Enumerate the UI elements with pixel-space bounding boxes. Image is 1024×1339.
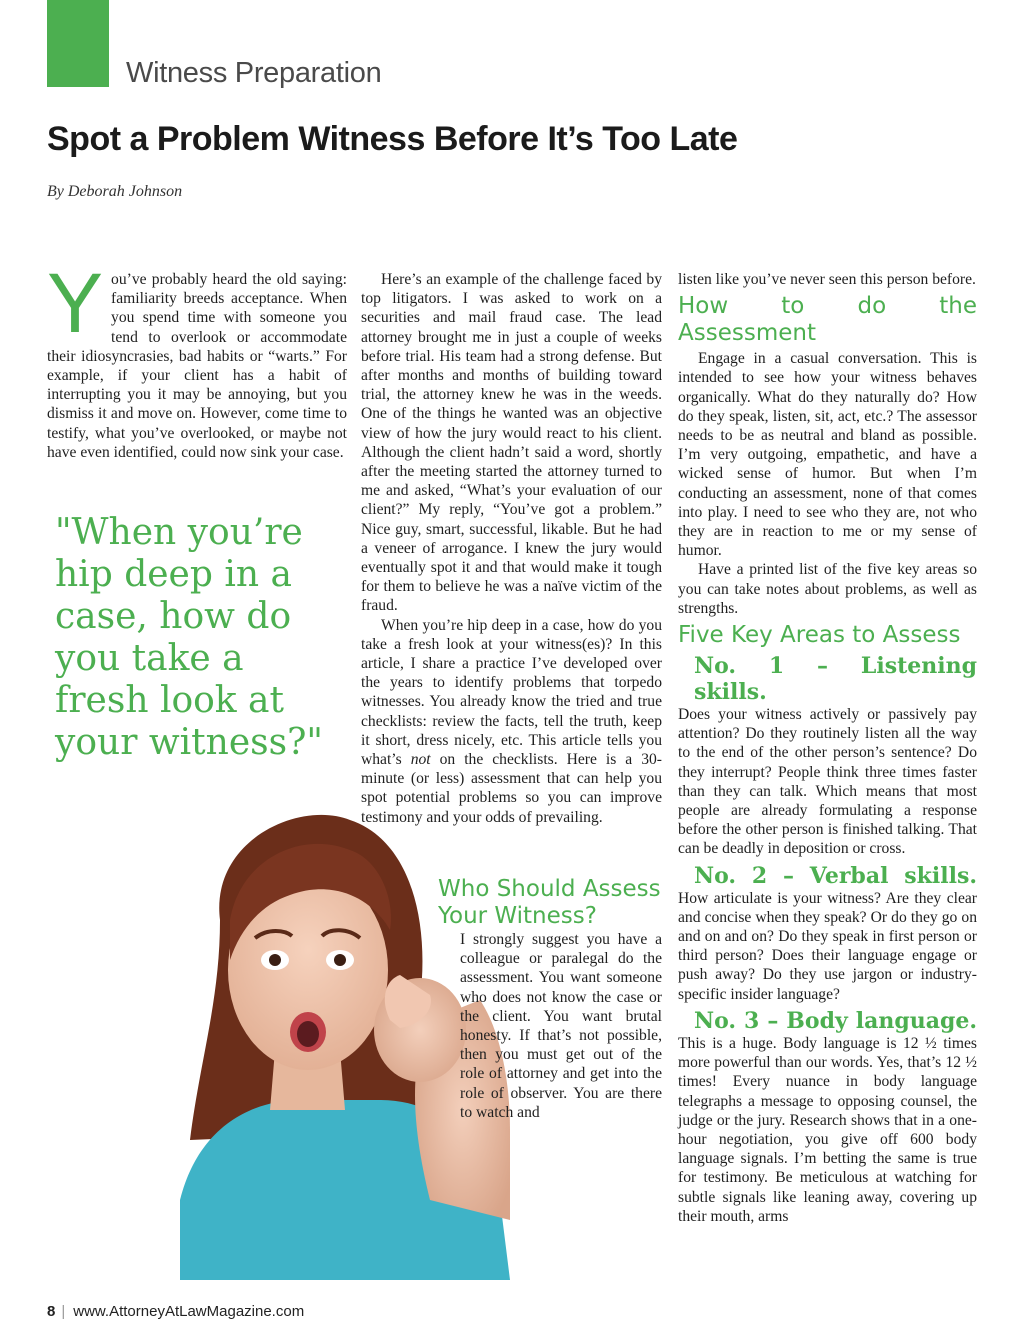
key-area-2-body: How articulate is your witness? Are they clear and concise when they speak? Or do they go on and on and on? Do they speak in first person or third person? Does their language engage or push away? Do they use jargon or industry-specific insider language? (678, 889, 977, 1003)
emphasis-not: not (410, 751, 431, 769)
website-url: www.AttorneyAtLawMagazine.com (73, 1303, 305, 1320)
who-should-assess-section (438, 876, 662, 1122)
key-area-3-body: This is a huge. Body language is 12 ½ times more powerful than our words. Yes, that’s 12 ½ times! Every nuance in body language telegraphs a message to opposing counsel, the judge or the jury. Research shows that in a one-hour negotiation, you give off 600 body language signals. I’m betting the same is true for testimony. Be meticulous at watching for subtle signals like leaning away, covering up their mouth, arms (678, 1034, 977, 1225)
key-area-2-heading: No. 2 – Verbal skills. (694, 862, 977, 889)
footer-divider: | (61, 1303, 66, 1320)
who-body: I strongly suggest you have a colleague or paralegal do the assessment. You want someone who does not know the case or the client. You want brutal honesty. If that’s not possible, then you must get out of the role of attorney and get into the role of observer. You are there to watch and (460, 931, 662, 1121)
pull-quote: "When you’re hip deep in a case, how do you take a fresh look at your witness?" (55, 512, 323, 763)
section-label: Witness Preparation (126, 57, 382, 89)
key-area-3-heading: No. 3 – Body language. (694, 1007, 977, 1034)
body-paragraph: Engage in a casual conversation. This is intended to see how your witness behaves organically. What do they naturally do? How do they speak, listen, sit, act, etc.? The assessor needs to be as neutral and bland as possible. I’m very outgoing, empathetic, and have a wicked sense of humor. But when I’m conducting an assessment, none of that comes into play. I need to see who they are, not who they are in reaction to me or my sense of humor. (678, 350, 977, 560)
subhead-who-should-assess: Who Should Assess Your Witness? (438, 876, 661, 929)
page-footer (47, 1303, 304, 1320)
page-number: 8 (47, 1303, 56, 1320)
key-area-1-heading: No. 1 – Listening skills. (694, 653, 977, 706)
subhead-five-key-areas: Five Key Areas to Assess (678, 622, 961, 649)
column-2 (361, 270, 662, 827)
key-area-1-body: Does your witness actively or passively pay attention? Do they routinely listen all the way to the end of the other person’s sentence? Do they interrupt? People think three times faster than they can talk. Which means that most people are already formulating a response before the other person is finished talking. That can be deadly in deposition or cross. (678, 706, 977, 858)
body-paragraph: listen like you’ve never seen this person before. (678, 271, 976, 288)
column-3 (678, 270, 977, 1226)
subhead-how-to: How to do the Assessment (678, 293, 977, 347)
article-title: Spot a Problem Witness Before It’s Too Late (47, 120, 738, 158)
body-paragraph: Have a printed list of the five key areas so you can take notes about problems, as well as strengths. (678, 561, 977, 617)
drop-cap: Y (47, 256, 104, 350)
section-color-block (47, 0, 109, 87)
byline: By Deborah Johnson (47, 183, 183, 200)
column-1 (47, 256, 347, 462)
body-paragraph: When you’re hip deep in a case, how do you take a fresh look at your witness(es)? In this article, I share a practice I’ve developed over the years to identify problems that torpedo witnesses. You already know the tried and true checklists: review the facts, tell the truth, keep it short, dress nicely, etc. This article tells you what’s not on the checklists. Here is a 30-minute (or less) assessment that can help you spot potential problems so you can improve testimony and your odds of prevailing. (361, 616, 662, 826)
intro-paragraph: ou’ve probably heard the old saying: familiarity breeds acceptance. When you spend time with someone you tend to overlook or accommodate their idiosyncrasies, bad habits or “warts.” For example, if your client has a habit of interrupting you it may be annoying, but you dismiss it and move on. However, come time to testify, what you’ve overlooked, or maybe not have even identified, could now sink your case. (47, 271, 347, 461)
body-paragraph: Here’s an example of the challenge faced by top litigators. I was asked to work on a securities and mail fraud case. The lead attorney brought me in just a couple of weeks before trial. His team had a strong defense. But after months and months of building toward trial, the attorney knew he was in the weeds. One of the things he wanted was an objective view of how the jury would react to his client. Although the client hadn’t said a word, shortly after the meeting started the attorney turned to me and asked, “What’s your evaluation of our client?” My reply, “You’ve got a problem.” Nice guy, smart, successful, likable. But he had a veneer of arrogance. I knew the jury would eventually spot it and that would make it tough for them to believe he was a naïve victim of the fraud. (361, 271, 662, 615)
